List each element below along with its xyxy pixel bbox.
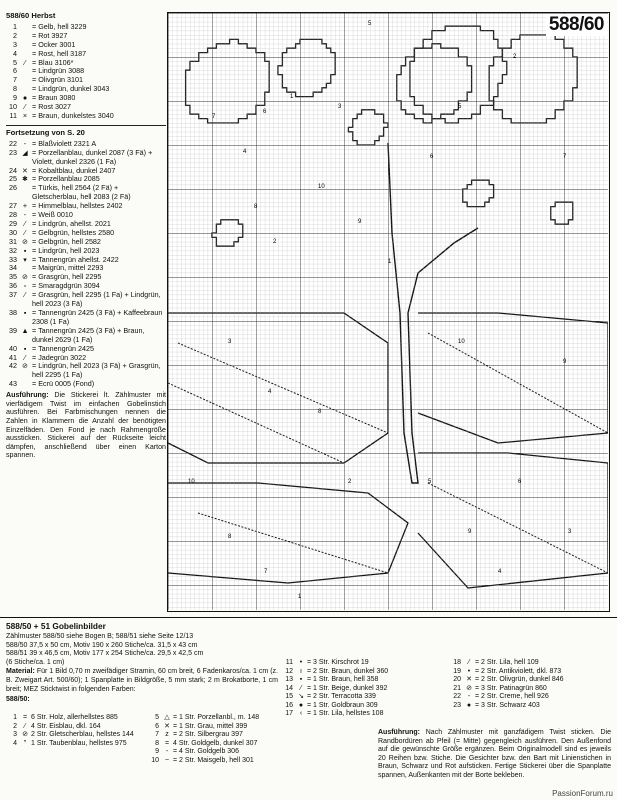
legend-row	[148, 714, 280, 723]
stitch-symbol: 4	[498, 569, 502, 575]
legend-row	[6, 202, 166, 211]
row-text: = 2 Str. Maisgelb, hell 301	[173, 756, 254, 764]
legend-row	[450, 676, 612, 685]
row-symbol	[18, 23, 32, 32]
legend-row	[282, 710, 442, 719]
row-text: = Rot 3927	[32, 30, 68, 40]
row-text: = Grasgrün, hell 2295	[32, 272, 102, 282]
row-number: 40	[9, 343, 17, 353]
info-line: 588/51 39 x 46,5 cm, Motiv 177 x 254 Stiche/ca. 29,5 x 42,5 cm	[6, 650, 204, 658]
row-number: 6	[155, 722, 159, 730]
row-number: 29	[9, 218, 17, 228]
stitch-symbol: 6	[263, 109, 267, 115]
legend-row	[450, 702, 612, 711]
row-number: 16	[285, 701, 293, 709]
stitch-symbol: 10	[188, 479, 195, 485]
legend-row	[148, 757, 280, 766]
row-symbol: ✱	[21, 174, 29, 184]
thread-column-3	[282, 659, 442, 719]
legend-row	[148, 731, 280, 740]
row-number: 15	[285, 693, 293, 700]
row-text: = Lindgrün, hell 2023 (3 Fä) + Grasgrün, hell 2295 (1 Fa)	[32, 361, 161, 380]
gobelin-info	[6, 633, 278, 705]
row-text: = Porzellanblau, dunkel 2087 (3 Fä) + Violett, dunkel 2326 (1 Fa)	[32, 147, 153, 166]
legend-row	[450, 659, 612, 668]
row-text: = Smaragdgrün 3094	[32, 281, 100, 291]
stitch-symbol: 8	[228, 534, 232, 540]
legend-row	[6, 309, 166, 327]
row-symbol: ✕	[466, 676, 472, 683]
stitch-symbol: 9	[358, 219, 362, 225]
row-symbol: ⊘	[21, 236, 29, 246]
row-text: = Porzellanblau 2085	[32, 174, 100, 184]
legend-row	[6, 41, 166, 50]
row-number: 43	[9, 379, 17, 389]
row-number: 10	[9, 102, 17, 112]
stitch-symbol: 2	[348, 479, 352, 485]
legend-row	[6, 723, 146, 732]
row-text: = 2 Str. Lila, hell 109	[475, 659, 539, 666]
row-text: = Tannengrün ahellst. 2422	[32, 254, 119, 264]
stitch-symbol: 3	[568, 529, 572, 535]
row-number: 4	[13, 739, 17, 747]
fortsetzung-title: Fortsetzung von S. 20	[6, 127, 85, 137]
stitch-symbol: 4	[243, 149, 247, 155]
row-number: 2	[13, 30, 17, 40]
row-number: 30	[9, 227, 17, 237]
row-symbol: -	[165, 748, 169, 755]
row-symbol	[18, 41, 32, 50]
row-text: = 1 Str. Goldbraun 309	[307, 701, 378, 709]
row-number: 19	[453, 667, 461, 675]
legend-row	[6, 184, 166, 202]
row-symbol: "	[23, 739, 27, 747]
stitch-symbol: 1	[298, 594, 302, 600]
row-symbol: ✕	[21, 165, 29, 175]
ausfuehrung-body-2: Nach Zählmuster mit ganzfädigem Twist sticken. Die Randbordüren ab Pfeil (= Mitte) gegengleich ausführen. Den Außenfond auf die gewünschte Größe ergänzen. Beim Originalmodell sind es jeweils 20 Reihen bzw. Stiche. Die Gesichter bzw. den Bart mit Linienstichen in Braun, Schwarz und Rot aufsticken. Fertige Stickerei über die Spanplatte spannen, Außenkanten mit der Borte bekleben.	[378, 729, 611, 779]
row-number: 18	[453, 659, 461, 666]
row-number: 14	[285, 684, 293, 692]
legend-row	[282, 685, 442, 694]
row-symbol: ‹	[299, 710, 303, 717]
row-number: 3	[13, 39, 17, 49]
info-line: 588/50 37,5 x 50 cm, Motiv 190 x 260 Stiche/ca. 31,5 x 43 cm	[6, 641, 198, 649]
legend-row	[282, 659, 442, 668]
row-text: = Lindgrün, hell 2023	[32, 245, 100, 255]
row-symbol: -	[23, 210, 27, 220]
row-number: 5	[13, 57, 17, 67]
row-text: = Lindgrün, ahellst. 2021	[32, 218, 111, 228]
row-number: 23	[9, 147, 17, 157]
row-symbol: ▪	[23, 245, 27, 255]
row-symbol	[18, 380, 32, 389]
row-text: = Blau 3106*	[32, 57, 74, 67]
stitch-symbol: 10	[458, 339, 465, 345]
divider	[6, 125, 166, 126]
row-number: 1	[13, 714, 17, 721]
row-text: = Braun, dunkelstes 3040	[32, 110, 114, 120]
row-symbol: ◢	[22, 147, 28, 157]
thread-column-4	[450, 659, 612, 710]
row-symbol: ▾	[23, 254, 27, 264]
row-symbol: =	[22, 714, 28, 721]
row-symbol: ↘	[298, 693, 304, 700]
row-number: 41	[9, 352, 17, 362]
row-text: = 2 Str. Olivgrün, dunkel 846	[475, 676, 564, 683]
legend-row	[6, 714, 146, 723]
row-number: 31	[9, 236, 17, 246]
legend-row	[6, 59, 166, 68]
material-body: Für 1 Bild 0,70 m zweifädiger Stramin, 60 cm breit, 6 Fadenkaros/ca. 1 cm (z. B. Zweigart Art. 500/60); 1 Spanplatte in Bildgröße, 5 mm stark; 2 m Brokatborte, 1 cm breit; MEZ Sticktwist in folgenden Farben:	[6, 668, 278, 693]
legend-row	[148, 723, 280, 732]
row-symbol: -	[467, 693, 471, 700]
stitch-symbol: 1	[290, 94, 294, 100]
row-number: 34	[9, 263, 17, 273]
row-text: 4 Str. Eisblau, dkl. 164	[31, 722, 101, 730]
row-text: = 1 Str. Grau, mittel 399	[173, 722, 248, 730]
row-text: = Olivgrün 3101	[32, 75, 83, 85]
row-symbol: ⁄	[24, 290, 26, 300]
stitch-symbol: 3	[338, 104, 342, 110]
legend-row	[6, 85, 166, 94]
row-number: 8	[13, 84, 17, 94]
legend-row	[6, 362, 166, 380]
row-symbol: z	[165, 731, 169, 738]
row-number: 10	[151, 756, 159, 764]
row-text: = Blaßviolett 2321 A	[32, 138, 97, 148]
row-number: 6	[13, 66, 17, 76]
legend-row	[6, 327, 166, 345]
gobelin-title: 588/50 + 51 Gobelinbilder	[6, 621, 106, 631]
row-symbol: ×	[22, 110, 28, 120]
row-text: = 2 Str. Braun, dunkel 360	[307, 667, 389, 675]
stitch-symbol: 3	[228, 339, 232, 345]
row-text: = Tannengrün 2425	[32, 343, 95, 353]
material-label: Material:	[6, 668, 35, 676]
row-symbol: ●	[22, 93, 28, 103]
legend-row	[6, 291, 166, 309]
row-number: 23	[453, 701, 461, 709]
row-number: 33	[9, 254, 17, 264]
row-symbol	[18, 184, 32, 202]
row-number: 20	[453, 676, 461, 683]
row-number: 22	[453, 693, 461, 700]
herbst-list	[6, 23, 166, 121]
row-symbol: ✕	[164, 722, 170, 730]
stitch-symbol: 5	[428, 479, 432, 485]
row-number: 22	[9, 138, 17, 148]
gobelin-section	[0, 612, 617, 800]
row-symbol: △	[164, 714, 170, 721]
row-number: 11	[9, 110, 17, 120]
row-number: 35	[9, 272, 17, 282]
row-number: 1	[13, 21, 17, 31]
row-text: = 2 Str. Silbergrau 397	[173, 731, 243, 738]
row-number: 7	[13, 75, 17, 85]
row-number: 9	[13, 93, 17, 103]
legend-row	[450, 693, 612, 702]
row-text: = Jadegrün 3022	[32, 352, 87, 362]
row-symbol: ⁄	[24, 352, 26, 362]
row-symbol: ▪	[23, 308, 27, 317]
row-number: 39	[9, 325, 17, 335]
row-text: = 3 Str. Patinagrün 860	[475, 684, 547, 692]
stitch-symbol: 6	[430, 154, 434, 160]
stitch-symbol: 10	[318, 184, 325, 190]
color-legend	[6, 12, 166, 460]
fortsetzung-list	[6, 140, 166, 389]
row-text: = Braun 3080	[32, 93, 76, 103]
info-line: Zählmuster 588/50 siehe Bogen B; 588/51 siehe Seite 12/13	[6, 633, 194, 640]
row-text: = 2 Str. Antikviolett, dkl. 873	[475, 667, 562, 675]
row-symbol: ●	[298, 701, 304, 709]
row-text: = 1 Str. Braun, hell 358	[307, 676, 379, 683]
row-number: 38	[9, 308, 17, 317]
stitch-symbol: 7	[264, 569, 268, 575]
row-symbol: ⁄	[24, 227, 26, 237]
row-text: 6 Str. Holz, allerhellstes 885	[31, 714, 118, 721]
row-text: = Gelbgrün, hellstes 2580	[32, 227, 115, 237]
row-number: 28	[9, 210, 17, 220]
ausfuehrung-body: Die Stickerei lt. Zählmuster mit vierfädigem Twist im einfachen Gobelinstich ausführen. Bei Farbmischungen nennen die Zahlen in Klammern die Anzahl der benötigten Einzelfäden. Den Fond je nach Rahmengröße aussticken. Stickerei auf der Rückseite leicht dämpfen, anschließend über einen Karton spannen.	[6, 391, 166, 460]
row-number: 42	[9, 361, 17, 371]
watermark-logo: PassionForum.ru	[552, 789, 613, 798]
stitch-symbol: 6	[518, 479, 522, 485]
row-text: = Rost 3027	[32, 102, 71, 112]
row-text: = 3 Str. Schwarz 403	[475, 701, 540, 709]
legend-row	[282, 676, 442, 685]
row-number: 17	[285, 710, 293, 717]
chart-number: 588/60	[546, 14, 607, 36]
row-text: = Weiß 0010	[32, 210, 73, 220]
row-number: 5	[155, 714, 159, 721]
material-text	[6, 668, 278, 694]
row-number: 36	[9, 281, 17, 291]
legend-row	[6, 345, 166, 354]
legend-row	[6, 149, 166, 167]
row-symbol: ⁄	[468, 659, 470, 666]
row-text: = Rost, hell 3187	[32, 48, 87, 58]
row-text: = 2 Str. Terracotta 339	[307, 693, 376, 700]
row-text: = Ocker 3001	[32, 39, 76, 49]
row-symbol: ▪	[299, 676, 303, 683]
row-symbol: ⊘	[466, 684, 472, 692]
legend-row	[148, 740, 280, 749]
row-text: = Maigrün, mittel 2293	[32, 263, 104, 273]
legend-row	[6, 731, 146, 740]
row-text: = 2 Str. Creme, hell 926	[475, 693, 549, 700]
row-symbol: ⊘	[22, 731, 28, 738]
legend-row	[6, 380, 166, 389]
ausfuehrung-label-2: Ausführung:	[378, 729, 420, 736]
row-number: 24	[9, 165, 17, 175]
row-symbol: ı	[300, 667, 302, 675]
row-symbol: •	[467, 667, 471, 675]
row-text: = 3 Str. Kirschrot 19	[307, 659, 369, 666]
row-text: = 1 Str. Porzellanbl., m. 148	[173, 714, 260, 721]
stitch-symbol: 4	[268, 389, 272, 395]
row-symbol: •	[299, 659, 303, 666]
ausfuehrung-label: Ausführung:	[6, 391, 49, 400]
gobelin-ausfuehrung	[378, 729, 611, 780]
row-symbol: ▫	[23, 281, 27, 291]
legend-row	[6, 23, 166, 32]
row-symbol: -	[23, 138, 27, 148]
info-line: (6 Stiche/ca. 1 cm)	[6, 658, 65, 666]
legend-row	[6, 67, 166, 76]
row-symbol	[18, 32, 32, 41]
stitch-symbol: 7	[563, 154, 567, 160]
legend-row	[148, 748, 280, 757]
section-rule	[0, 617, 617, 618]
legend-row	[6, 112, 166, 121]
row-text: = Grasgrün, hell 2295 (1 Fa) + Lindgrün, hell 2023 (3 Fä)	[32, 290, 161, 309]
row-text: 1 Str. Taubenblau, hellstes 975	[31, 739, 127, 747]
row-text: = Ecrü 0005 (Fond)	[32, 379, 95, 389]
stitch-symbol: 2	[273, 239, 277, 245]
thread-column-1	[6, 714, 146, 748]
row-symbol: ~	[164, 756, 170, 764]
herbst-title: 588/60 Herbst	[6, 11, 56, 20]
row-text: = Tannengrün 2425 (3 Fä) + Braun, dunkel 2629 (1 Fa)	[32, 325, 145, 344]
legend-row	[6, 94, 166, 103]
row-number: 2	[13, 722, 17, 730]
row-number: 12	[285, 667, 293, 675]
row-text: = Tannengrün 2425 (3 Fä) + Kaffeebraun 2308 (1 Fa)	[32, 308, 163, 326]
stitch-symbol: 9	[563, 359, 567, 365]
stitch-symbol: 5	[368, 21, 372, 27]
row-number: 27	[9, 201, 17, 211]
stitch-symbol: 5	[458, 104, 462, 110]
row-number: 13	[285, 676, 293, 683]
row-symbol: ⁄	[24, 57, 26, 67]
legend-row	[282, 693, 442, 702]
row-text: = Lindgrün 3088	[32, 66, 85, 76]
row-symbol: ⁄	[24, 102, 26, 112]
legend-row	[282, 702, 442, 711]
legend-row	[6, 740, 146, 749]
thread-column-2	[148, 714, 280, 765]
row-text: = Kobaltblau, dunkel 2407	[32, 165, 116, 175]
row-number: 21	[453, 684, 461, 692]
row-number: 32	[9, 245, 17, 255]
row-text: = Gelb, hell 3229	[32, 21, 87, 31]
row-text: 2 Str. Gletscherblau, hellstes 144	[31, 731, 134, 738]
row-number: 4	[13, 48, 17, 58]
row-symbol: ●	[466, 701, 472, 709]
row-text: = 1 Str. Beige, dunkel 392	[307, 684, 388, 692]
cross-stitch-chart	[167, 12, 610, 612]
stitch-symbol: 9	[468, 529, 472, 535]
stitch-symbol: 7	[212, 114, 216, 120]
row-number: 37	[9, 290, 17, 300]
legend-row	[282, 668, 442, 677]
legend-row	[450, 668, 612, 677]
row-number: 26	[9, 183, 17, 193]
legend-row	[6, 32, 166, 41]
row-symbol: ▪	[23, 343, 27, 353]
row-symbol: ▲	[21, 325, 29, 335]
row-symbol	[18, 67, 32, 76]
row-number: 11	[285, 659, 293, 666]
row-text: = Türkis, hell 2564 (2 Fä) + Gletscherblau, hell 2083 (2 Fä)	[32, 183, 131, 202]
row-symbol: ⁄	[24, 722, 26, 730]
row-text: = Himmelblau, hellstes 2402	[32, 201, 123, 211]
row-text: = Lindgrün, dunkel 3043	[32, 84, 110, 94]
row-text: = 4 Str. Goldgelb 306	[173, 748, 239, 755]
stitch-symbol: 2	[513, 54, 517, 60]
row-number: 7	[155, 731, 159, 738]
row-symbol: +	[22, 201, 28, 211]
stitch-grid	[168, 13, 608, 610]
row-symbol: ⁄	[300, 684, 302, 692]
row-symbol: ⊘	[21, 361, 29, 371]
row-text: 4 Str. Goldgelb, dunkel 307	[173, 739, 258, 747]
row-symbol: =	[164, 739, 170, 747]
row-text: = Gelbgrün, hell 2582	[32, 236, 101, 246]
row-number: 9	[155, 748, 159, 755]
row-number: 8	[155, 739, 159, 747]
stitch-symbol: 8	[254, 204, 258, 210]
pattern-subtitle: 588/50:	[6, 696, 30, 704]
row-number: 25	[9, 174, 17, 184]
legend-row	[6, 50, 166, 59]
ausfuehrung-text	[6, 391, 166, 460]
stitch-symbol: 8	[318, 409, 322, 415]
row-symbol	[18, 76, 32, 85]
stitch-symbol: 1	[388, 259, 392, 265]
row-text: = 1 Str. Lila, hellstes 108	[307, 710, 384, 717]
row-symbol: ⊘	[21, 272, 29, 282]
legend-row	[450, 685, 612, 694]
row-symbol: ⁄	[24, 218, 26, 228]
row-number: 3	[13, 731, 17, 738]
